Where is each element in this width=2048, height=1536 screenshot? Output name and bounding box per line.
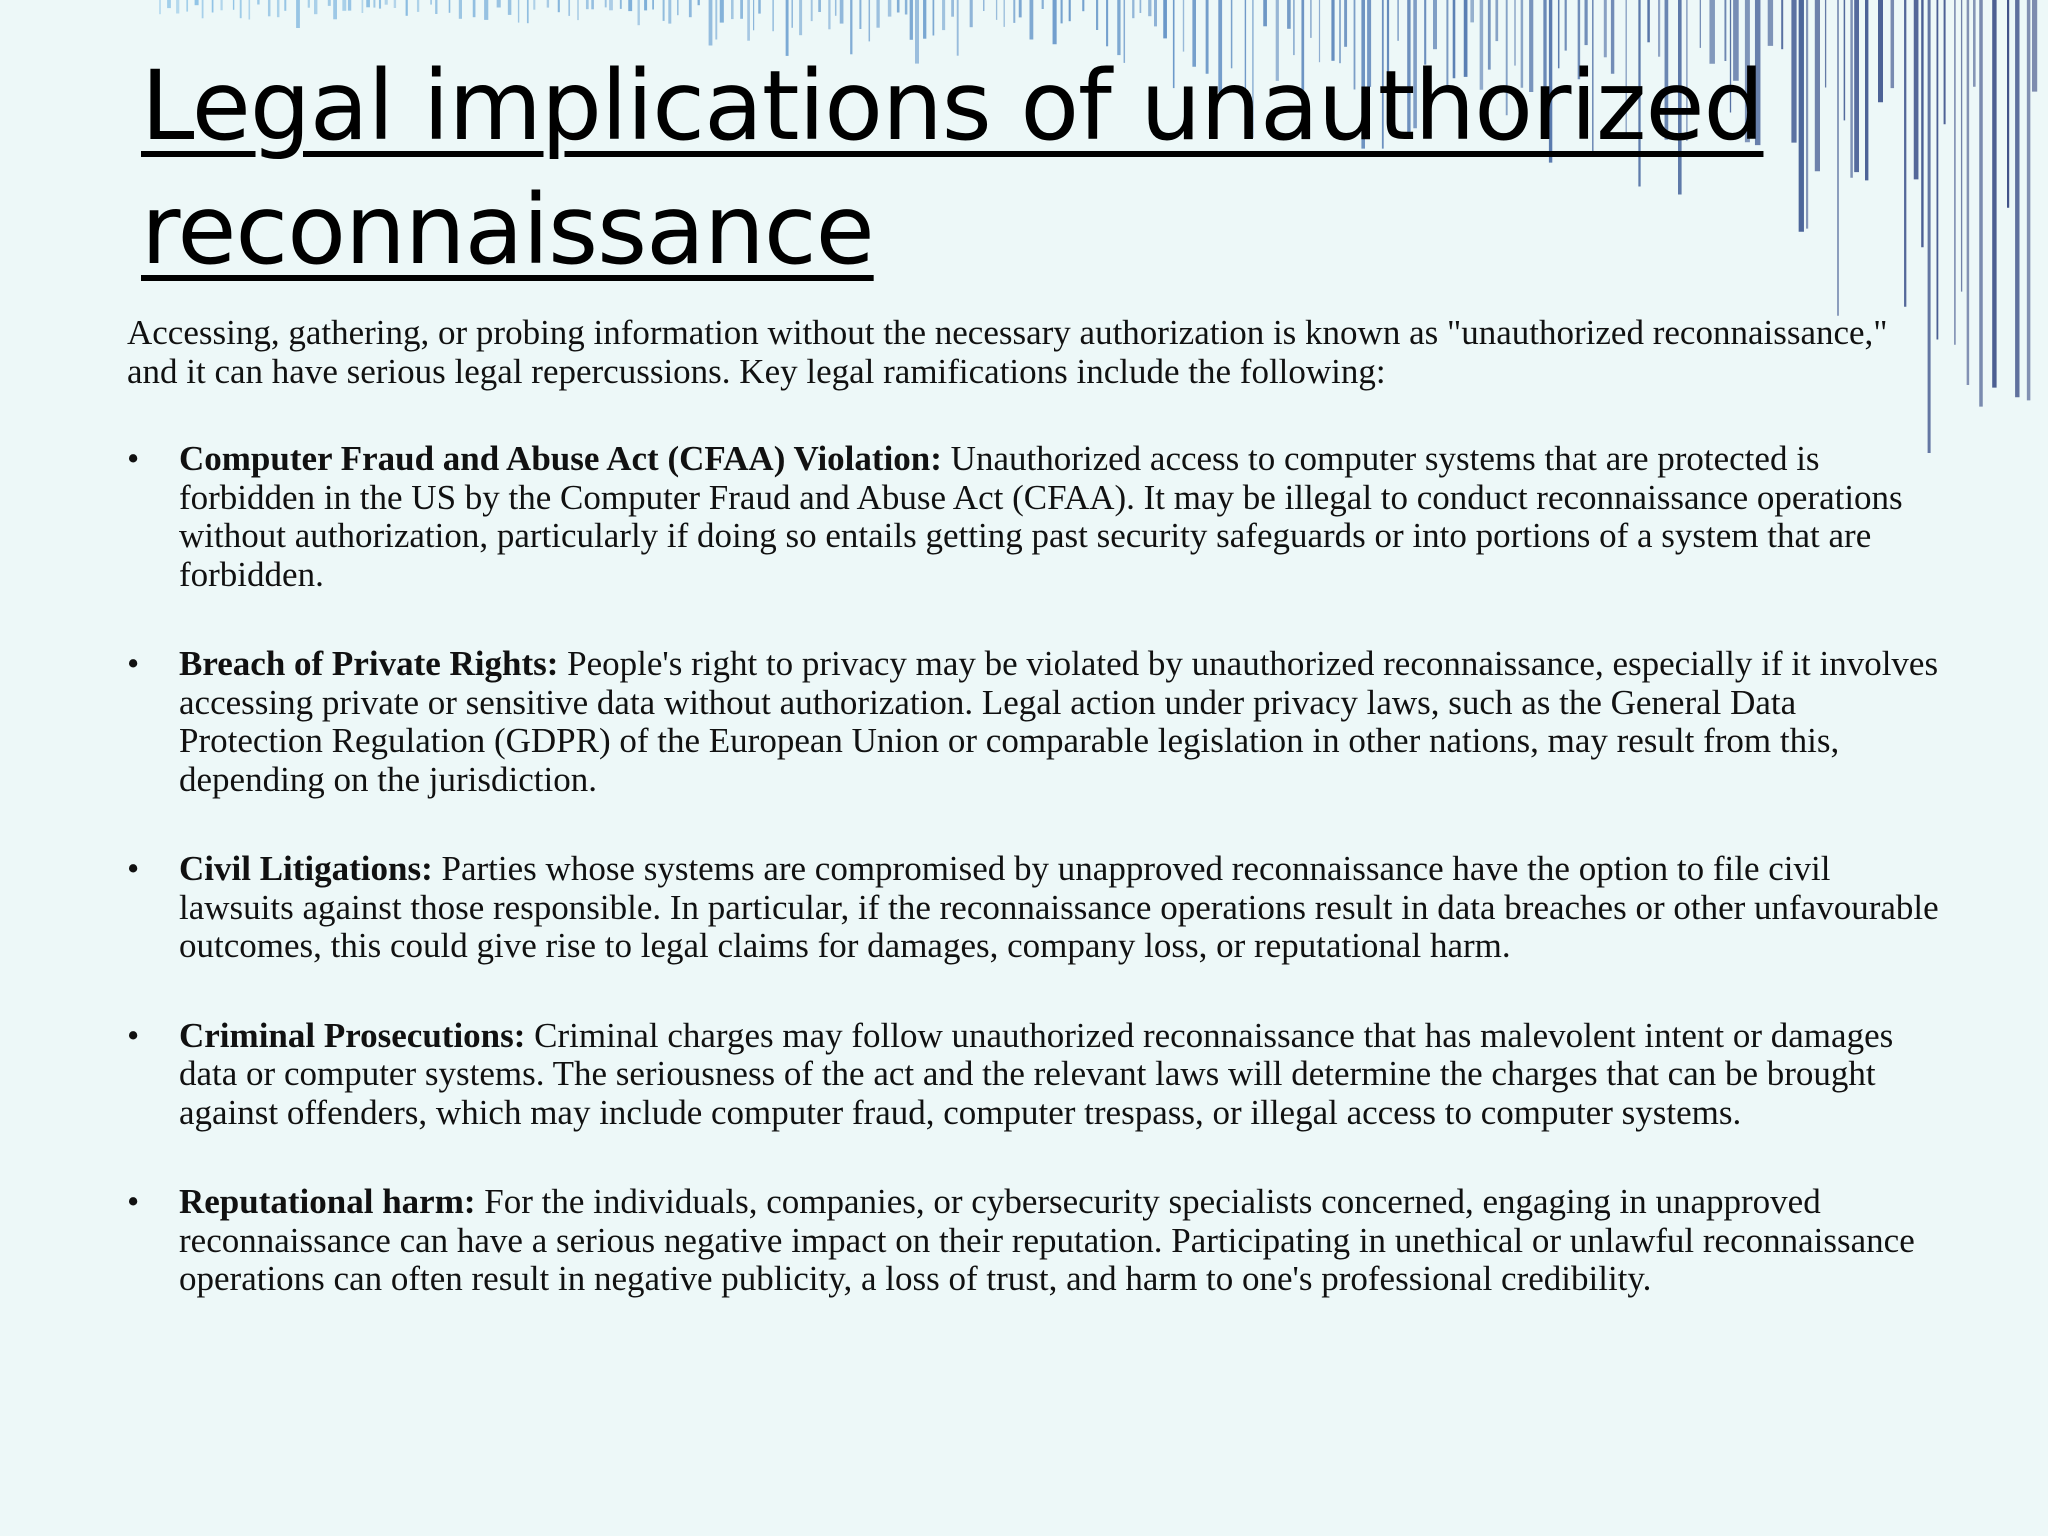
- item-term: Civil Litigations:: [179, 849, 433, 888]
- item-text: People's right to privacy may be violated by unauthorized reconnaissance, especially if it involves accessing private or sensitive data without authorization. Legal action under privacy laws, such as the General Data Protection Regulation (GDPR) of the European Union or comparable legislation in other nations, may result from this, depending on the jurisdiction.: [179, 644, 1939, 799]
- list-item-criminal: [127, 1017, 1947, 1133]
- item-term: Criminal Prosecutions:: [179, 1015, 526, 1055]
- intro-paragraph: Accessing, gathering, or probing information without the necessary authorization is known as "unauthorized reconnaissance," and it can have serious legal repercussions. Key legal ramifications include the following:: [127, 313, 1888, 391]
- list-item-privacy: [127, 645, 1947, 799]
- item-term: Breach of Private Rights:: [179, 644, 559, 683]
- list-item-civil: [127, 850, 1947, 966]
- slide-title-text: Legal implications of unauthorized reconnaissance: [141, 50, 1764, 286]
- item-text: Unauthorized access to computer systems that are protected is forbidden in the US by the Computer Fraud and Abuse Act (CFAA). It may be illegal to conduct reconnaissance operations without authorization, particularly if doing so entails getting past security safeguards or into portions of a system that are forbidden.: [179, 439, 1903, 594]
- item-term: Reputational harm:: [179, 1182, 476, 1221]
- bullet-mark: •: [127, 644, 140, 683]
- bullet-mark: •: [127, 1015, 140, 1055]
- bullet-mark: •: [127, 849, 140, 888]
- item-text: Parties whose systems are compromised by unapproved reconnaissance have the option to file civil lawsuits against those responsible. In particular, if the reconnaissance operations result in data breaches or other unfavourable outcomes, this could give rise to legal claims for damages, company loss, or reputational harm.: [179, 849, 1939, 965]
- list-item-reputation: [127, 1183, 1947, 1299]
- item-text: Criminal charges may follow unauthorized reconnaissance that has malevolent intent or damages data or computer systems. The seriousness of the act and the relevant laws will determine the charges that can be brought against offenders, which may include computer fraud, computer trespass, or illegal access to computer systems.: [179, 1015, 1894, 1132]
- list-item-cfaa: [127, 440, 1947, 594]
- item-term: Computer Fraud and Abuse Act (CFAA) Violation:: [179, 439, 942, 478]
- item-text: For the individuals, companies, or cybersecurity specialists concerned, engaging in unapproved reconnaissance can have a serious negative impact on their reputation. Participating in unethical or unlawful reconnaissance operations can often result in negative publicity, a loss of trust, and harm to one's professional credibility.: [179, 1182, 1915, 1298]
- bullet-mark: •: [127, 1182, 140, 1221]
- bullet-mark: •: [127, 439, 140, 478]
- ramifications-list: [127, 440, 1947, 1350]
- slide-title: [141, 44, 1781, 292]
